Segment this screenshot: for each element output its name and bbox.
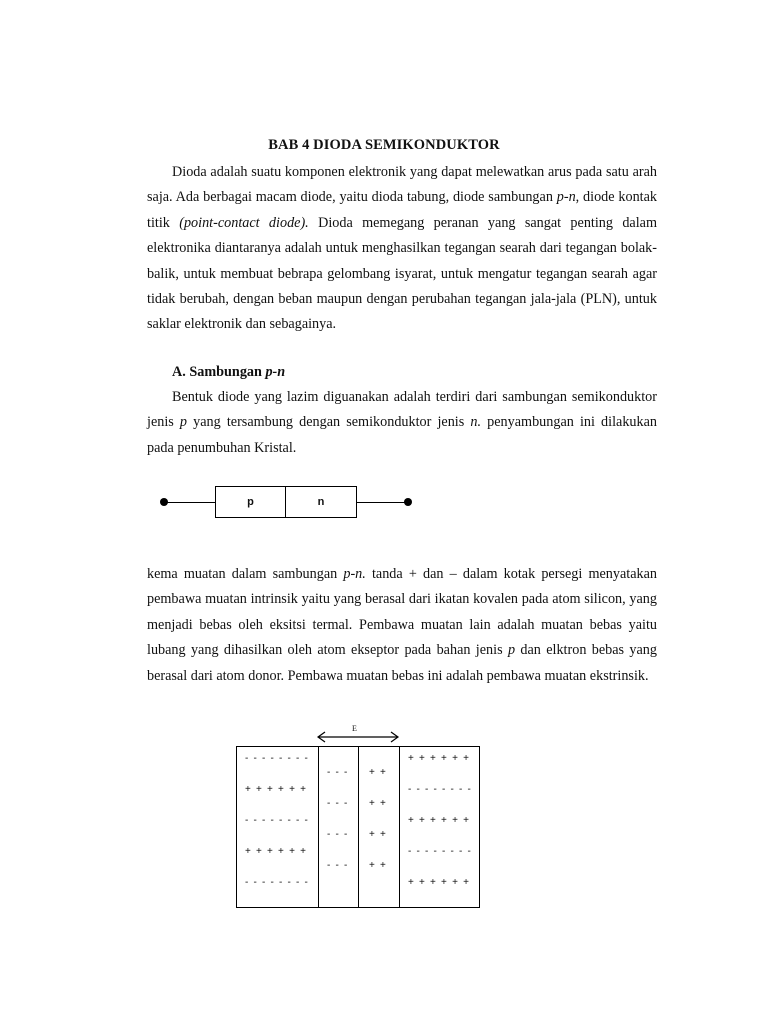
section-a-italic-p: p [179, 414, 188, 431]
n-region-row: + + + + + + [408, 877, 471, 888]
p-region-row: + + + + + + [245, 784, 308, 795]
intro-text-1: Dioda adalah suatu komponen elektronik yang dapat melewatkan arus pada satu arah saja. Ada berbagai macam diode, yaitu dioda tabung, diode sambungan [147, 164, 657, 206]
depletion-positive-row: + + [369, 829, 388, 840]
charge-italic-pn: p-n. [343, 566, 366, 582]
right-wire [356, 502, 408, 503]
p-region: p [215, 486, 286, 518]
intro-text-3: Dioda memegang peranan yang sangat penting dalam elektronika diantaranya adalah untuk menghasilkan tegangan searah dari tegangan bolak-balik, untuk membuat bebrapa gelombang isyarat, untuk mengatur tegangan searah agar tidak berubah, dengan beban maupun dengan perubahan tegangan jala-jala (PLN), untuk saklar elektronik dan sebagainya. [147, 214, 657, 333]
field-label: E [352, 724, 357, 733]
depletion-positive-row: + + [369, 860, 388, 871]
section-a-italic-n: n. [470, 414, 482, 431]
n-region-row: + + + + + + [408, 815, 471, 826]
section-a-italic: p-n [265, 364, 286, 380]
intro-text-2: , diode kontak titik [147, 189, 657, 231]
n-region-row: - - - - - - - - [408, 784, 473, 795]
n-region-row: + + + + + + [408, 753, 471, 764]
section-a-heading [172, 360, 285, 385]
page-title: BAB 4 DIODA SEMIKONDUKTOR [268, 137, 500, 153]
depletion-negative-row: - - - [327, 829, 349, 840]
p-region-row: - - - - - - - - [245, 815, 310, 826]
section-a-paragraph [147, 385, 657, 461]
depletion-negative-row: - - - [327, 767, 349, 778]
depletion-positive-row: + + [369, 798, 388, 809]
divider-left [318, 747, 319, 907]
section-a-text-1: Bentuk diode yang lazim diguanakan adalah terdiri dari sambungan semikonduktor jenis [147, 389, 657, 431]
section-a-text-2: yang tersambung dengan semikonduktor jenis [187, 414, 471, 431]
depletion-negative-row: - - - [327, 860, 349, 871]
p-region-row: - - - - - - - - [245, 877, 310, 888]
charge-paragraph [147, 562, 657, 689]
charge-distribution-diagram [236, 746, 480, 908]
depletion-positive-row: + + [369, 767, 388, 778]
section-a-text-3: penyambungan ini dilakukan pada penumbuhan Kristal. [147, 414, 658, 456]
electric-field-arrow [316, 726, 400, 746]
left-wire [164, 502, 216, 503]
intro-italic-point-contact: (point-contact diode). [179, 214, 309, 231]
p-region-row: - - - - - - - - [245, 753, 310, 764]
depletion-negative-row: - - - [327, 798, 349, 809]
charge-text-1: kema muatan dalam sambungan [147, 566, 344, 582]
charge-italic-p: p [507, 642, 516, 659]
charge-text-2: tanda + dan – dalam kotak persegi menyatakan pembawa muatan intrinsik yaitu yang berasal dari ikatan kovalen pada atom silicon, yang menjadi bebas oleh eksitsi termal. Pembawa muatan lain adalah muatan bebas yaitu lubang yang dihasilkan oleh atom ekseptor pada bahan jenis [147, 566, 657, 659]
divider-right [399, 747, 400, 907]
right-terminal-dot [404, 498, 412, 506]
intro-paragraph [147, 160, 657, 338]
p-region-row: + + + + + + [245, 846, 308, 857]
n-region-row: - - - - - - - - [408, 846, 473, 857]
intro-italic-pn: p-n [556, 189, 576, 206]
divider-center [358, 747, 359, 907]
charge-text-3: dan elktron bebas yang berasal dari atom donor. Pembawa muatan bebas ini adalah pembawa muatan ekstrinsik. [147, 642, 657, 684]
section-a-label: A. Sambungan [172, 364, 266, 380]
pn-junction-diagram [150, 478, 430, 528]
n-region: n [285, 486, 357, 518]
